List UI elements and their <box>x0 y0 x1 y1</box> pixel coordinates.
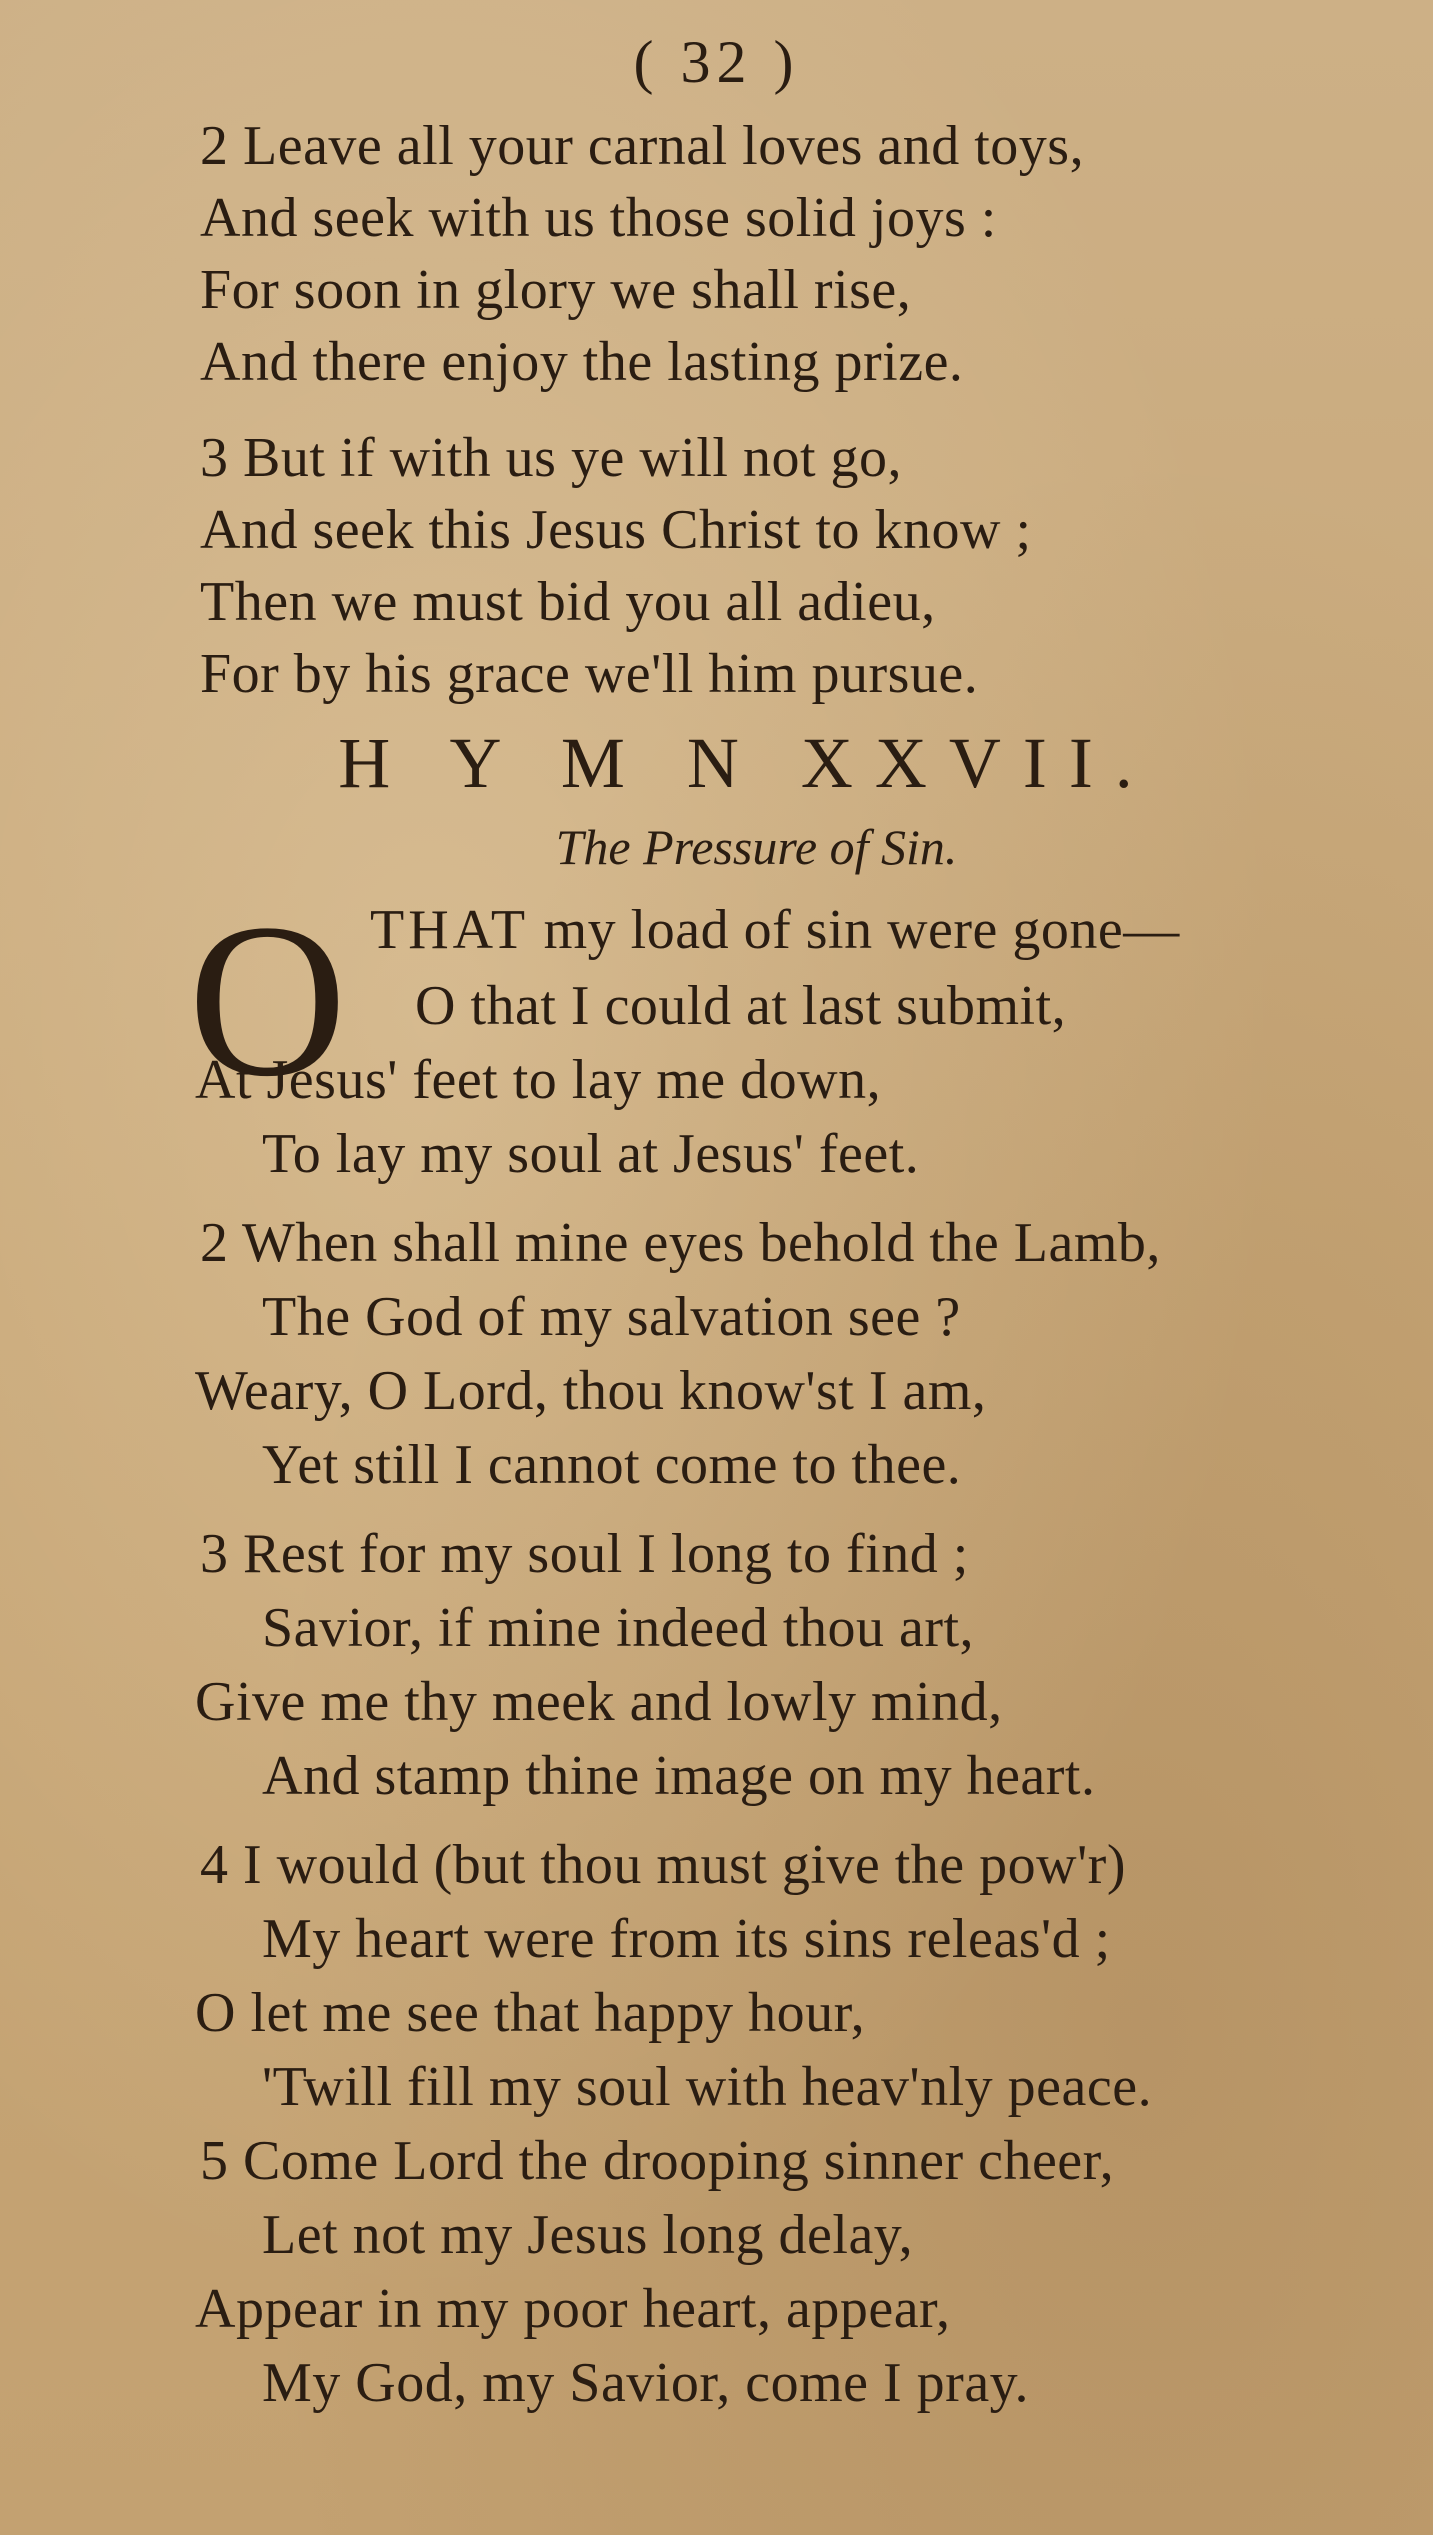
verse-line: Give me thy meek and lowly mind, <box>195 1671 1003 1733</box>
hymn-title: H Y M N XXVII. <box>338 723 1155 803</box>
verse-line: For soon in glory we shall rise, <box>200 259 912 321</box>
verse-line: My heart were from its sins releas'd ; <box>262 1908 1111 1970</box>
verse-line: 2 Leave all your carnal loves and toys, <box>200 115 1085 177</box>
first-line-rest: my load of sin were gone— <box>543 899 1180 961</box>
verse-line: 3 But if with us ye will not go, <box>200 427 902 489</box>
verse-line: Let not my Jesus long delay, <box>262 2204 914 2266</box>
verse-line: Then we must bid you all adieu, <box>200 571 936 633</box>
page-number: ( 32 ) <box>633 29 800 95</box>
first-word: THAT <box>370 899 530 961</box>
verse-line: And seek with us those solid joys : <box>200 187 997 249</box>
verse-line: To lay my soul at Jesus' feet. <box>262 1123 920 1185</box>
verse-line: 3 Rest for my soul I long to find ; <box>200 1523 969 1585</box>
drop-cap: O <box>188 878 347 1122</box>
verse-line: O let me see that happy hour, <box>195 1982 866 2044</box>
verse-line: My God, my Savior, come I pray. <box>262 2352 1030 2414</box>
verse-line: 'Twill fill my soul with heav'nly peace. <box>262 2056 1153 2118</box>
verse-line: For by his grace we'll him pursue. <box>200 643 979 705</box>
verse-line: Appear in my poor heart, appear, <box>195 2278 951 2340</box>
verse-line: 5 Come Lord the drooping sinner cheer, <box>200 2130 1115 2192</box>
first-line <box>370 899 1180 961</box>
verse-line: The God of my salvation see ? <box>262 1286 961 1348</box>
verse-line: Yet still I cannot come to thee. <box>262 1434 962 1496</box>
verse-line: Weary, O Lord, thou know'st I am, <box>195 1360 987 1422</box>
verse-line: And seek this Jesus Christ to know ; <box>200 499 1032 561</box>
verse-line: And there enjoy the lasting prize. <box>200 331 964 393</box>
verse-line: And stamp thine image on my heart. <box>262 1745 1096 1807</box>
hymn-subtitle: The Pressure of Sin. <box>555 819 958 875</box>
verse-line: 2 When shall mine eyes behold the Lamb, <box>200 1212 1161 1274</box>
verse-line: O that I could at last submit, <box>415 975 1067 1037</box>
verse-line: At Jesus' feet to lay me down, <box>195 1049 882 1111</box>
verse-line: Savior, if mine indeed thou art, <box>262 1597 975 1659</box>
verse-line: 4 I would (but thou must give the pow'r) <box>200 1834 1126 1896</box>
